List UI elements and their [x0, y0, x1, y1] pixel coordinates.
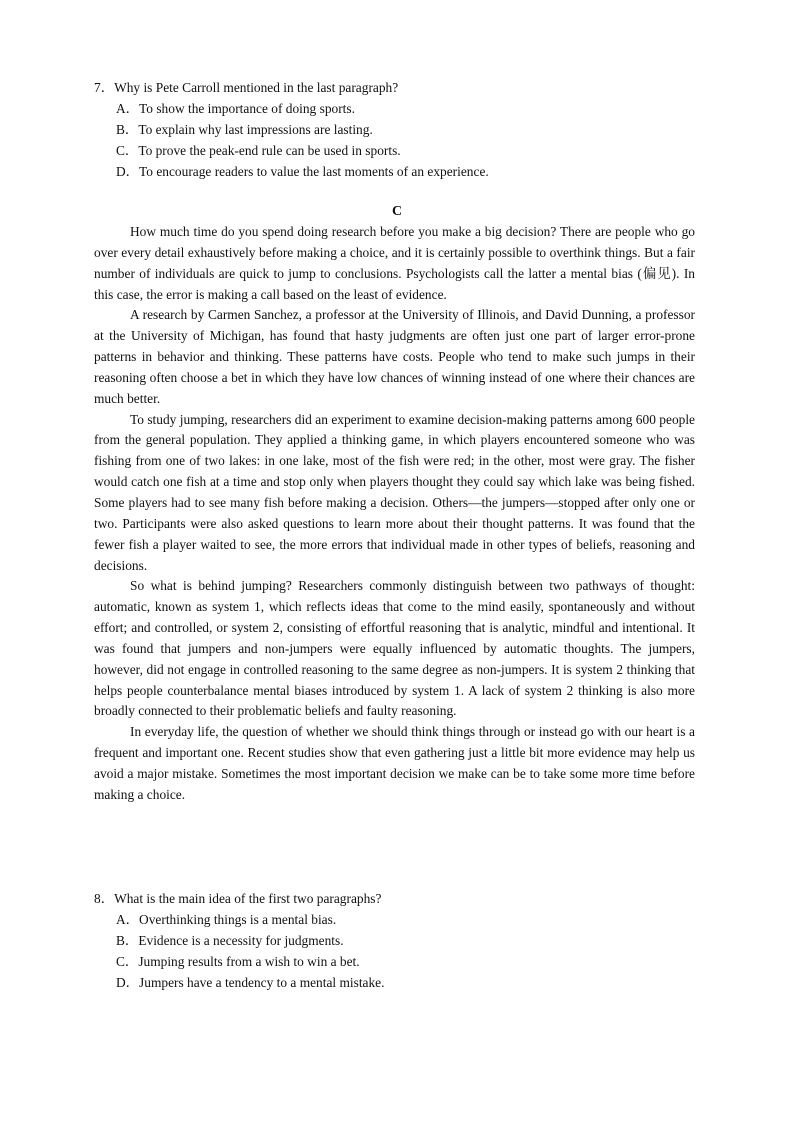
question-8-option-c: C．Jumping results from a wish to win a bet.: [116, 954, 360, 969]
question-7-option-a: A．To show the importance of doing sports.: [116, 101, 355, 116]
question-8-stem: 8．What is the main idea of the first two paragraphs?: [94, 891, 382, 906]
passage-title: C: [391, 204, 403, 219]
passage-paragraph-3: To study jumping, researchers did an experiment to examine decision-making patterns among 600 people from the general population. They applied a thinking game, in which players encountered someone who was fishing from one of two lakes: in one lake, most of the fish were red; in the other, most were gray. The fisher would catch one fish at a time and stop only when players thought they could say which lake was being fished. Some players had to see many fish before making a decision. Others—the jumpers—stopped after only one or two. Participants were also asked questions to learn more about their thought patterns. It was found that the fewer fish a player waited to see, the more errors that individual made in other types of beliefs, reasoning and decisions.: [94, 411, 695, 573]
passage-paragraph-2: A research by Carmen Sanchez, a professor at the University of Illinois, and David Dunning, a professor at the University of Michigan, has found that hasty judgments are often just one part of larger error-prone patterns in behavior and thinking. These patterns have costs. People who tend to make such jumps in their reasoning often choose a bet in which they have low chances of winning instead of one where their chances are much better.: [94, 307, 695, 406]
question-8-option-b: B．Evidence is a necessity for judgments.: [116, 933, 344, 948]
question-8-option-d: D．Jumpers have a tendency to a mental mistake.: [116, 975, 385, 990]
passage-paragraph-4: So what is behind jumping? Researchers commonly distinguish between two pathways of thought: automatic, known as system 1, which reflects ideas that come to the mind easily, spontaneously and without effort; and controlled, or system 2, consisting of effortful reasoning that is analytic, mindful and intentional. It was found that jumpers and non-jumpers were equally influenced by automatic thoughts. The jumpers, however, did not engage in controlled reasoning to the same degree as non-jumpers. It is system 2 thinking that helps people counterbalance mental biases introduced by system 1. A lack of system 2 thinking is also more broadly connected to their problematic beliefs and faulty reasoning.: [94, 578, 695, 719]
question-8-option-a: A．Overthinking things is a mental bias.: [116, 912, 337, 927]
passage-paragraph-1: How much time do you spend doing research before you make a big decision? There are people who go over every detail exhaustively before making a choice, and it is certainly possible to overthink things. But a fair number of individuals are quick to jump to conclusions. Psychologists call the latter a mental bias (偏见). In this case, the error is making a call based on the least of evidence.: [94, 224, 695, 302]
question-7-stem: 7．Why is Pete Carroll mentioned in the last paragraph?: [94, 80, 399, 95]
passage-paragraph-5: In everyday life, the question of whether we should think things through or instead go with our heart is a frequent and important one. Recent studies show that even gathering just a little bit more evidence may help us avoid a major mistake. Sometimes the most important decision we make can be to take some more time before making a choice.: [94, 724, 695, 802]
question-7-option-b: B．To explain why last impressions are lasting.: [116, 122, 373, 137]
question-7-option-d: D．To encourage readers to value the last moments of an experience.: [116, 164, 489, 179]
passage-body: [94, 222, 695, 806]
question-7-option-c: C．To prove the peak-end rule can be used in sports.: [116, 143, 401, 158]
